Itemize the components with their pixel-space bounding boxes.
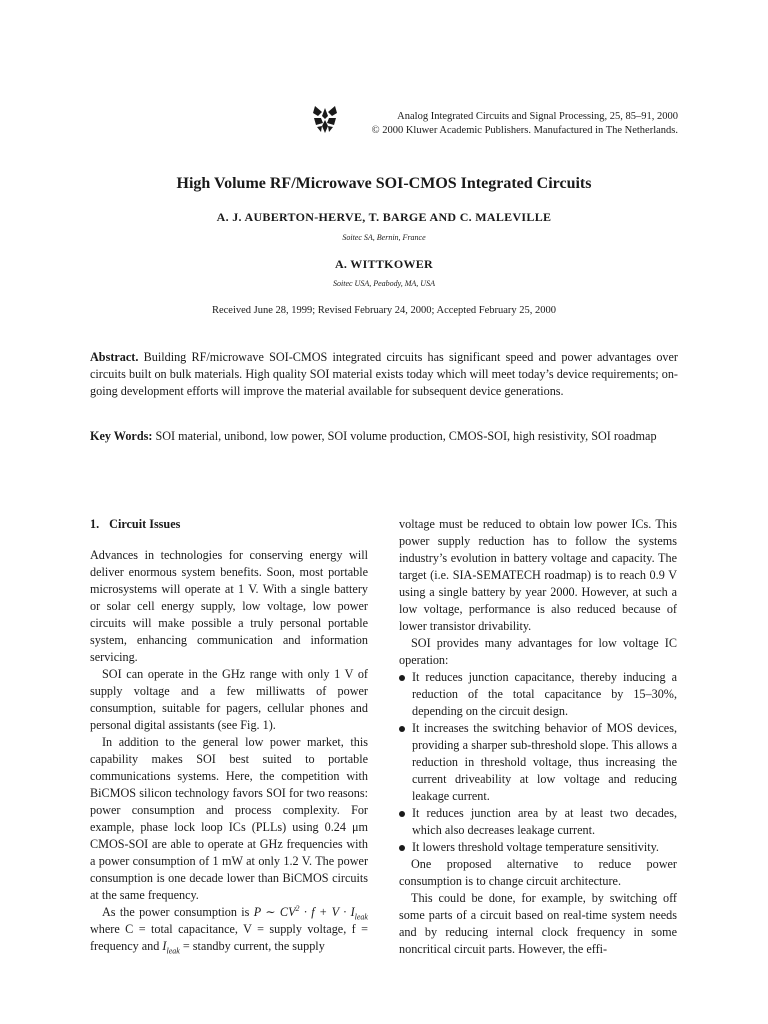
paragraph: voltage must be reduced to obtain low power ICs. This power supply reduction has to follow the systems industry’s evolution in battery voltage and capacity. The target (i.e. SIA-SEMATECH roadmap) is to reach 0.9 V using a single battery by year 2000. However, at such a low voltage, performance is also reduced because of lower transistor drivability. — [399, 517, 677, 633]
section-heading — [90, 516, 368, 533]
paragraph: This could be done, for example, by switching off some parts of a circuit based on real-time system needs and by reducing internal clock frequency in some noncritical circuit parts. However, the effi- — [399, 891, 677, 956]
leak-current-symbol: $I_{leak}$ — [162, 939, 180, 956]
abstract — [90, 349, 678, 400]
copyright-line: © 2000 Kluwer Academic Publishers. Manufactured in The Netherlands. — [371, 125, 678, 136]
abstract-text: Building RF/microwave SOI-CMOS integrated circuits has significant speed and power advantages over circuits built on bulk materials. High quality SOI material exists today which will meet today’s device requirements; on-going development efforts will improve the material available for subsequent device generations. — [90, 350, 678, 398]
author-names: A. WITTKOWER — [334, 257, 434, 271]
right-column — [399, 516, 677, 958]
keywords-text: SOI material, unibond, low power, SOI volume production, CMOS-SOI, high resistivity, SOI roadmap — [152, 429, 657, 443]
list-item: It reduces junction area by at least two decades, which also decreases leakage current. — [399, 805, 677, 839]
bullet-icon — [399, 811, 405, 817]
left-column — [90, 516, 368, 955]
author-names: A. J. AUBERTON-HERVE, T. BARGE AND C. MALEVILLE — [216, 210, 552, 224]
list-item: It lowers threshold voltage temperature sensitivity. — [399, 839, 677, 856]
power-formula: P ∼ $CV^2 \cdot f + V \cdot I_{leak}$ — [253, 903, 368, 922]
list-item: It increases the switching behavior of MOS devices, providing a sharper sub-threshold slope. This allows a reduction in threshold voltage, thus increasing the current driveability at low voltage and reducing leakage current. — [399, 720, 677, 805]
abstract-label: Abstract. — [90, 350, 139, 364]
list-item: It reduces junction capacitance, thereby inducing a reduction of the total capacitance by 15–30%, depending on the circuit design. — [399, 669, 677, 720]
author-affiliation: Soitec USA, Peabody, MA, USA — [333, 279, 435, 288]
bullet-icon — [399, 845, 405, 851]
advantages-list — [399, 669, 677, 856]
journal-citation: Analog Integrated Circuits and Signal Processing, 25, 85–91, 2000 — [397, 111, 678, 122]
keywords — [90, 428, 678, 445]
kluwer-logo-icon — [312, 104, 338, 134]
section-title: Circuit Issues — [109, 517, 181, 531]
paragraph: One proposed alternative to reduce power consumption is to change circuit architecture. — [399, 857, 677, 888]
section-number: 1. — [90, 517, 100, 531]
submission-dates: Received June 28, 1999; Revised February 24, 2000; Accepted February 25, 2000 — [211, 305, 557, 316]
paragraph: SOI provides many advantages for low voltage IC operation: — [399, 636, 677, 667]
paper-title: High Volume RF/Microwave SOI-CMOS Integrated Circuits — [176, 175, 592, 192]
bullet-icon — [399, 726, 405, 732]
paragraph: As the power consumption is P ∼ $CV^2 \cdot f + V \cdot I_{leak}$ where C = total capacitance, V = supply voltage, f = frequency and $I_{leak}$ = standby current, the supply — [90, 903, 368, 956]
bullet-icon — [399, 675, 405, 681]
paragraph: Advances in technologies for conserving energy will deliver enormous system benefits. Soon, most portable microsystems will operate at 1 V. With a single battery or solar cell energy supply, low voltage, low power circuits will make possible a truly personal portable system, enhancing communication and information servicing. — [90, 548, 368, 664]
keywords-label: Key Words: — [90, 429, 153, 443]
paragraph: SOI can operate in the GHz range with only 1 V of supply voltage and a few milliwatts of power consumption, suitable for pagers, cellular phones and personal digital assistants (see Fig. 1). — [90, 667, 368, 732]
author-affiliation: Soitec SA, Bernin, France — [342, 233, 426, 242]
paragraph: In addition to the general low power market, this capability makes SOI best suited to portable communications systems. Here, the competition with BiCMOS silicon technology favors SOI for two reasons: power consumption and process complexity. For example, phase lock loop ICs (PLLs) using 0.24 μm CMOS-SOI are able to operate at GHz frequencies with a power consumption of 1 mW at only 1.2 V. The power consumption is one decade lower than BiCMOS circuits at the same frequency. — [90, 735, 368, 902]
